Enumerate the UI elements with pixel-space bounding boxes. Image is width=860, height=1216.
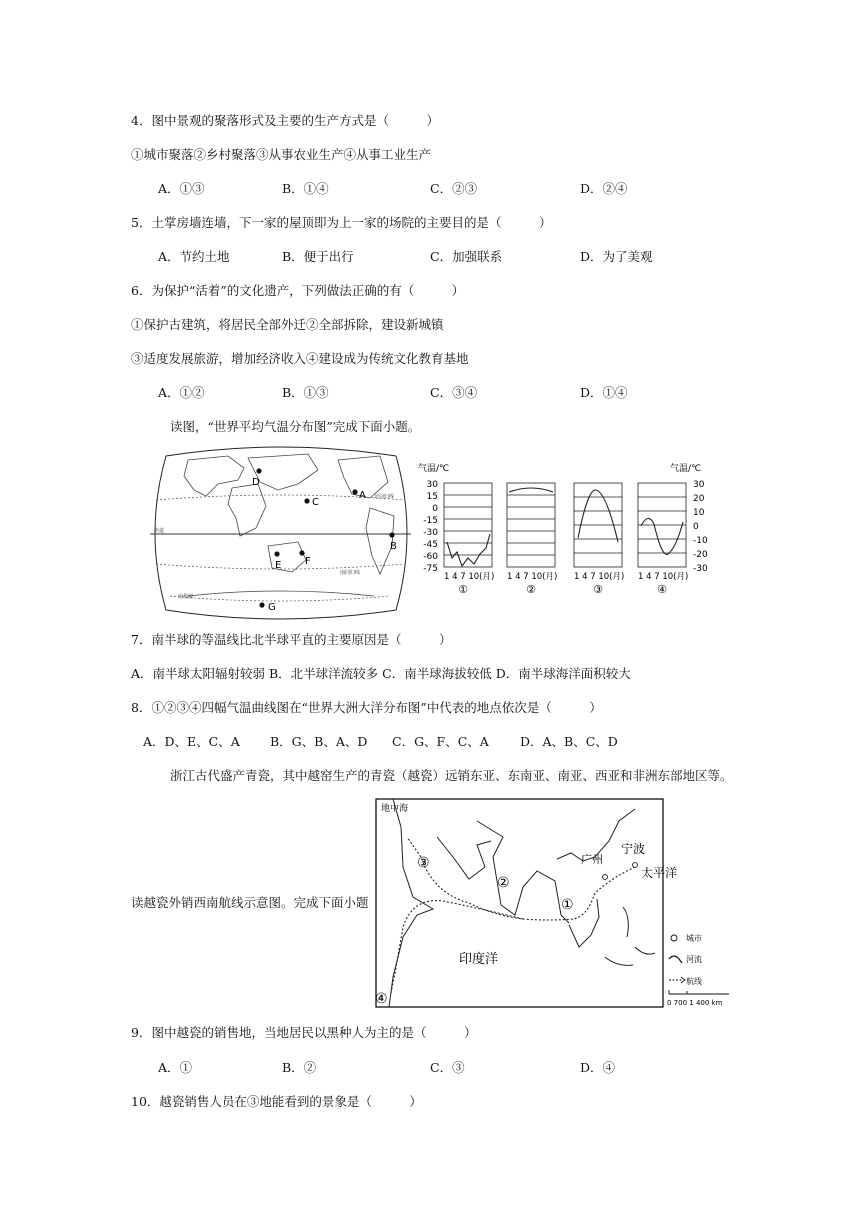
svg-text:-20: -20 <box>693 550 708 560</box>
point-c-label: C <box>312 497 319 508</box>
svg-text:1 4 7 10(月): 1 4 7 10(月) <box>638 572 689 582</box>
chart-label-1: ① <box>458 583 468 596</box>
chart-label-4: ④ <box>657 583 667 596</box>
svg-text:0: 0 <box>432 504 438 514</box>
point-f-label: F <box>305 556 311 567</box>
q4-stem: 4．图中景观的聚落形式及主要的生产方式是（ ） <box>131 113 439 128</box>
route-mark-1: ① <box>561 897 574 913</box>
q4-option-d: D．②④ <box>580 181 628 196</box>
temperature-curve-charts <box>416 462 718 596</box>
svg-text:-15: -15 <box>423 516 438 526</box>
left-ylabel: 气温/℃ <box>418 464 450 474</box>
point-a-label: A <box>359 490 366 501</box>
q5-option-c: C．加强联系 <box>430 249 503 264</box>
q6-option-d: D．①④ <box>580 385 628 400</box>
q4-option-b: B．①④ <box>282 181 329 196</box>
q4-option-c: C．②③ <box>430 181 478 196</box>
q5-option-d: D．为了美观 <box>580 249 653 264</box>
q6-stem: 6．为保护“活着”的文化遗产，下列做法正确的有（ ） <box>131 283 465 298</box>
label-indian-ocean: 印度洋 <box>459 952 499 967</box>
world-temperature-map <box>148 446 413 620</box>
porcelain-route-map <box>373 797 733 1011</box>
legend-river: 河流 <box>686 955 702 964</box>
q8-option-b: B．G、B、A、D <box>270 734 368 749</box>
right-ylabel: 气温/℃ <box>670 464 702 474</box>
line-label-antarctic-circle: 南极圈 <box>178 594 194 600</box>
q8-stem: 8．①②③④四幅气温曲线图在“世界大洲大洋分布图”中代表的地点依次是（ ） <box>131 700 602 715</box>
city-guangzhou: 广州 <box>581 853 603 866</box>
chart-label-2: ② <box>526 583 536 596</box>
svg-text:1 4 7 10(月): 1 4 7 10(月) <box>507 572 558 582</box>
q6-items-1: ①保护古建筑，将居民全部外迁②全部拆除，建设新城镇 <box>131 317 444 332</box>
city-ningbo: 宁波 <box>621 842 646 856</box>
svg-text:-75: -75 <box>423 564 438 574</box>
q4-items: ①城市聚落②乡村聚落③从事农业生产④从事工业生产 <box>131 147 432 162</box>
chart-label-3: ③ <box>593 583 603 596</box>
q7-stem: 7．南半球的等温线比北半球平直的主要原因是（ ） <box>131 632 452 647</box>
label-mediterranean: 地中海 <box>381 804 409 814</box>
route-mark-2: ② <box>497 875 510 891</box>
q5-option-b: B．便于出行 <box>282 249 354 264</box>
point-b-label: B <box>390 541 397 552</box>
q9-stem: 9．图中越瓷的销售地，当地居民以黑种人为主的是（ ） <box>131 1025 477 1040</box>
svg-text:-60: -60 <box>423 552 438 562</box>
route-mark-3: ③ <box>417 855 430 871</box>
q6-option-a: A．①② <box>158 385 205 400</box>
line-label-tropic-cancer: 北回归线 <box>374 494 395 500</box>
q6-items-2: ③适度发展旅游，增加经济收入④建设成为传统文化教育基地 <box>131 351 469 366</box>
svg-text:15: 15 <box>426 492 438 502</box>
route-mark-4: ④ <box>375 991 388 1007</box>
svg-text:10: 10 <box>693 508 705 518</box>
point-d-label: D <box>252 477 260 488</box>
scale-bar-label: 0 700 1 400 km <box>667 999 723 1007</box>
q9-option-c: C．③ <box>430 1060 465 1075</box>
q5-stem: 5．土掌房墙连墙，下一家的屋顶即为上一家的场院的主要目的是（ ） <box>131 215 552 230</box>
svg-text:-30: -30 <box>693 564 708 574</box>
legend-route: 航线 <box>686 977 702 986</box>
q6-option-c: C．③④ <box>430 385 478 400</box>
svg-text:30: 30 <box>426 480 438 490</box>
point-g-label: G <box>268 602 276 613</box>
line-label-equator: 赤道 <box>154 528 165 534</box>
q8-option-c: C．G、F、C、A <box>392 734 489 749</box>
legend-city: 城市 <box>686 934 702 943</box>
intro-yue-porcelain: 浙江古代盛产青瓷，其中越窑生产的青瓷（越瓷）远销东亚、东南亚、南亚、西亚和非洲东部地区等。 <box>170 768 733 783</box>
svg-text:-10: -10 <box>693 536 708 546</box>
svg-text:20: 20 <box>693 494 705 504</box>
svg-text:1 4 7 10(月): 1 4 7 10(月) <box>444 572 495 582</box>
svg-text:30: 30 <box>693 480 705 490</box>
svg-text:1 4 7 10(月): 1 4 7 10(月) <box>574 572 625 582</box>
point-e-label: E <box>275 560 282 571</box>
q9-option-b: B．② <box>282 1060 317 1075</box>
label-pacific: 太平洋 <box>641 866 678 880</box>
q8-option-a: A．D、E、C、A <box>143 734 240 749</box>
svg-text:-30: -30 <box>423 528 438 538</box>
intro-route-map: 读越瓷外销西南航线示意图。完成下面小题 <box>131 895 369 910</box>
q8-option-d: D．A、B、C、D <box>520 734 618 749</box>
q9-option-a: A．① <box>158 1060 193 1075</box>
svg-text:-45: -45 <box>423 540 438 550</box>
intro-world-temp: 读图，“世界平均气温分布图”完成下面小题。 <box>170 419 421 434</box>
q4-option-a: A．①③ <box>158 181 205 196</box>
svg-text:0: 0 <box>693 522 699 532</box>
q10-stem: 10．越瓷销售人员在③地能看到的景象是（ ） <box>131 1094 422 1109</box>
line-label-tropic-capricorn: 南回归线 <box>340 570 361 576</box>
q7-options: A．南半球太阳辐射较弱 B．北半球洋流较多 C．南半球海拔较低 D．南半球海洋面积较大 <box>131 666 631 681</box>
q5-option-a: A．节约土地 <box>158 249 230 264</box>
q6-option-b: B．①③ <box>282 385 329 400</box>
q9-option-d: D．④ <box>580 1060 616 1075</box>
